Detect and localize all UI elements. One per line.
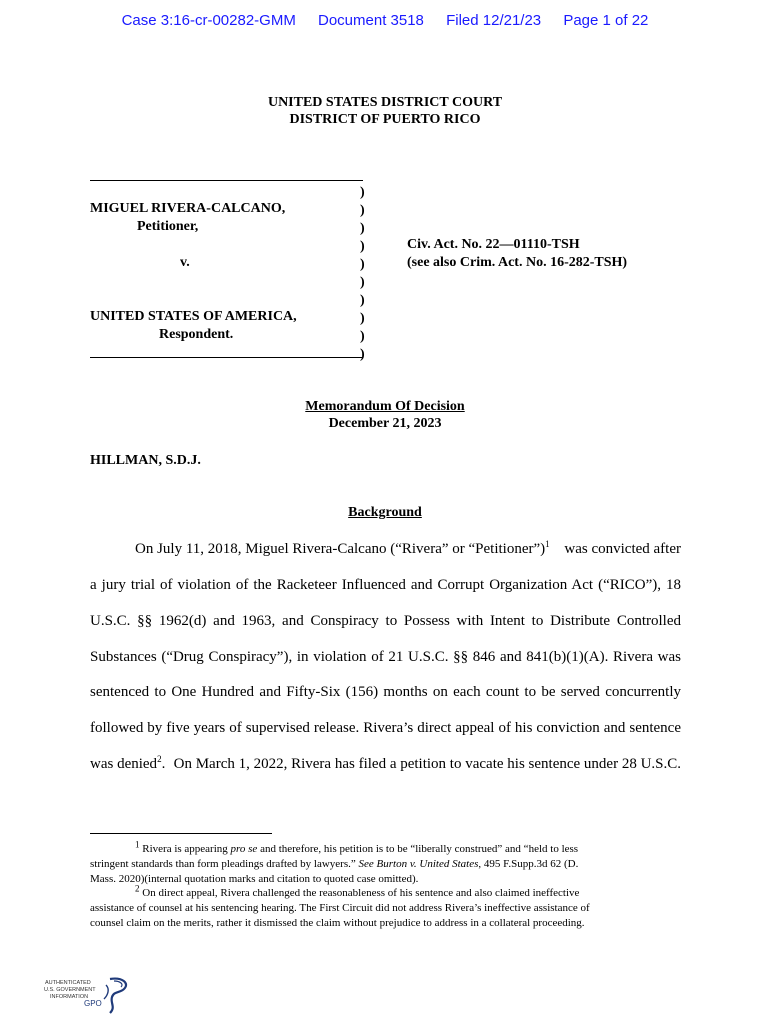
petitioner-role: Petitioner, — [137, 219, 199, 234]
court-name: UNITED STATES DISTRICT COURT — [267, 95, 503, 110]
body-line-1-tail: was convicted after — [564, 541, 681, 557]
gpo-line-1: AUTHENTICATED — [45, 980, 91, 986]
footnote-1-text-a: Rivera is appearing — [142, 843, 231, 855]
footnote-ref-1[interactable]: 1 — [545, 539, 550, 549]
civil-action-number: Civ. Act. No. 22—01110-TSH — [407, 237, 580, 252]
paren: ) — [360, 275, 365, 290]
respondent-role: Respondent. — [159, 327, 234, 342]
body-line-2: a jury trial of violation of the Racketeer Influenced and Corrupt Organization Act (“RICO”), 18 — [90, 577, 681, 593]
paren: ) — [360, 293, 365, 308]
versus-label: v. — [180, 255, 190, 270]
body-line-7-text: was denied — [90, 756, 158, 772]
document-number: Document 3518 — [318, 12, 424, 29]
footnote-1-text-c: and therefore, his petition is to be “liberally construed” and “held to less — [257, 843, 579, 855]
body-line-3: U.S.C. §§ 1962(d) and 1963, and Conspiracy to Possess with Intent to Distribute Controlled — [90, 613, 681, 629]
gpo-eagle-icon — [44, 975, 134, 1017]
footnote-2-line3: counsel claim on the merits, rather it dismissed the claim without prejudice to address in a collateral proceeding. — [90, 917, 585, 929]
memorandum-heading — [0, 398, 770, 432]
case-number: Case 3:16-cr-00282-GMM — [121, 12, 296, 29]
paren: ) — [360, 221, 365, 236]
page-indicator: Page 1 of 22 — [563, 12, 649, 29]
section-heading: Background — [348, 505, 422, 520]
body-line-7-tail: On March 1, 2022, Rivera has filed a petition to vacate his sentence under 28 U.S.C. — [173, 756, 681, 772]
footnote-2 — [90, 883, 681, 931]
filed-date: Filed 12/21/23 — [446, 12, 542, 29]
paren: ) — [360, 311, 365, 326]
footnote-2-line1: On direct appeal, Rivera challenged the reasonableness of his sentence and also claimed ineffective — [142, 887, 580, 899]
body-line-7: was denied$^2$. On March 1, 2022, Rivera has filed a petition to vacate his sentence under 28 U.S.C. — [90, 754, 681, 772]
caption-top-rule — [90, 180, 363, 181]
gpo-mark: GPO — [84, 999, 102, 1008]
court-district: DISTRICT OF PUERTO RICO — [289, 112, 481, 127]
paren: ) — [360, 185, 365, 200]
footnote-1-mark: 1 — [135, 839, 140, 850]
caption-bottom-rule — [90, 357, 363, 358]
footnote-1-line2-c: , 495 F.Supp.3d 62 (D. — [478, 858, 579, 870]
petitioner-name: MIGUEL RIVERA-CALCANO, — [90, 201, 286, 216]
footnote-ref-2[interactable]: 2 — [157, 754, 162, 764]
paren: ) — [360, 239, 365, 254]
criminal-action-number: (see also Crim. Act. No. 16-282-TSH) — [407, 255, 628, 270]
paren: ) — [360, 203, 365, 218]
body-line-5: sentenced to One Hundred and Fifty-Six (156) months on each count to be served concurrently — [90, 684, 681, 700]
body-line-1-text: On July 11, 2018, Miguel Rivera-Calcano (“Rivera” or “Petitioner”) — [135, 541, 546, 557]
footnote-1-citation: See Burton v. United States — [358, 858, 479, 870]
paren: ) — [360, 257, 365, 272]
paren: ) — [360, 347, 365, 362]
gpo-line-3: INFORMATION — [50, 994, 89, 1000]
footnote-2-line2: assistance of counsel at his sentencing hearing. The First Circuit did not address Rivera’s ineffective assistance of — [90, 902, 590, 914]
filing-header — [0, 12, 770, 29]
gpo-authentication-logo — [44, 975, 134, 1017]
footnote-1-pro-se: pro se — [230, 843, 258, 855]
body-line-4: Substances (“Drug Conspiracy”), in violation of 21 U.S.C. §§ 846 and 841(b)(1)(A). Rivera was — [90, 649, 681, 665]
footnote-1 — [90, 839, 681, 887]
respondent-name: UNITED STATES OF AMERICA, — [90, 309, 297, 324]
gpo-line-2: U.S. GOVERNMENT — [44, 987, 96, 993]
court-heading — [0, 94, 770, 128]
footnote-separator — [90, 833, 272, 834]
memorandum-date: December 21, 2023 — [328, 416, 442, 431]
caption-paren-column — [360, 184, 365, 364]
footnote-1-line2-a: stringent standards than form pleadings drafted by lawyers.” — [90, 858, 359, 870]
memorandum-title: Memorandum Of Decision — [305, 399, 465, 414]
body-line-1 — [135, 540, 681, 558]
footnote-2-mark: 2 — [135, 883, 140, 894]
body-line-6: followed by five years of supervised release. Rivera’s direct appeal of his conviction and sentence — [90, 720, 681, 736]
paren: ) — [360, 329, 365, 344]
footnote-1-line3: Mass. 2020)(internal quotation marks and citation to quoted case omitted). — [90, 873, 419, 885]
judge-name: HILLMAN, S.D.J. — [90, 453, 201, 468]
